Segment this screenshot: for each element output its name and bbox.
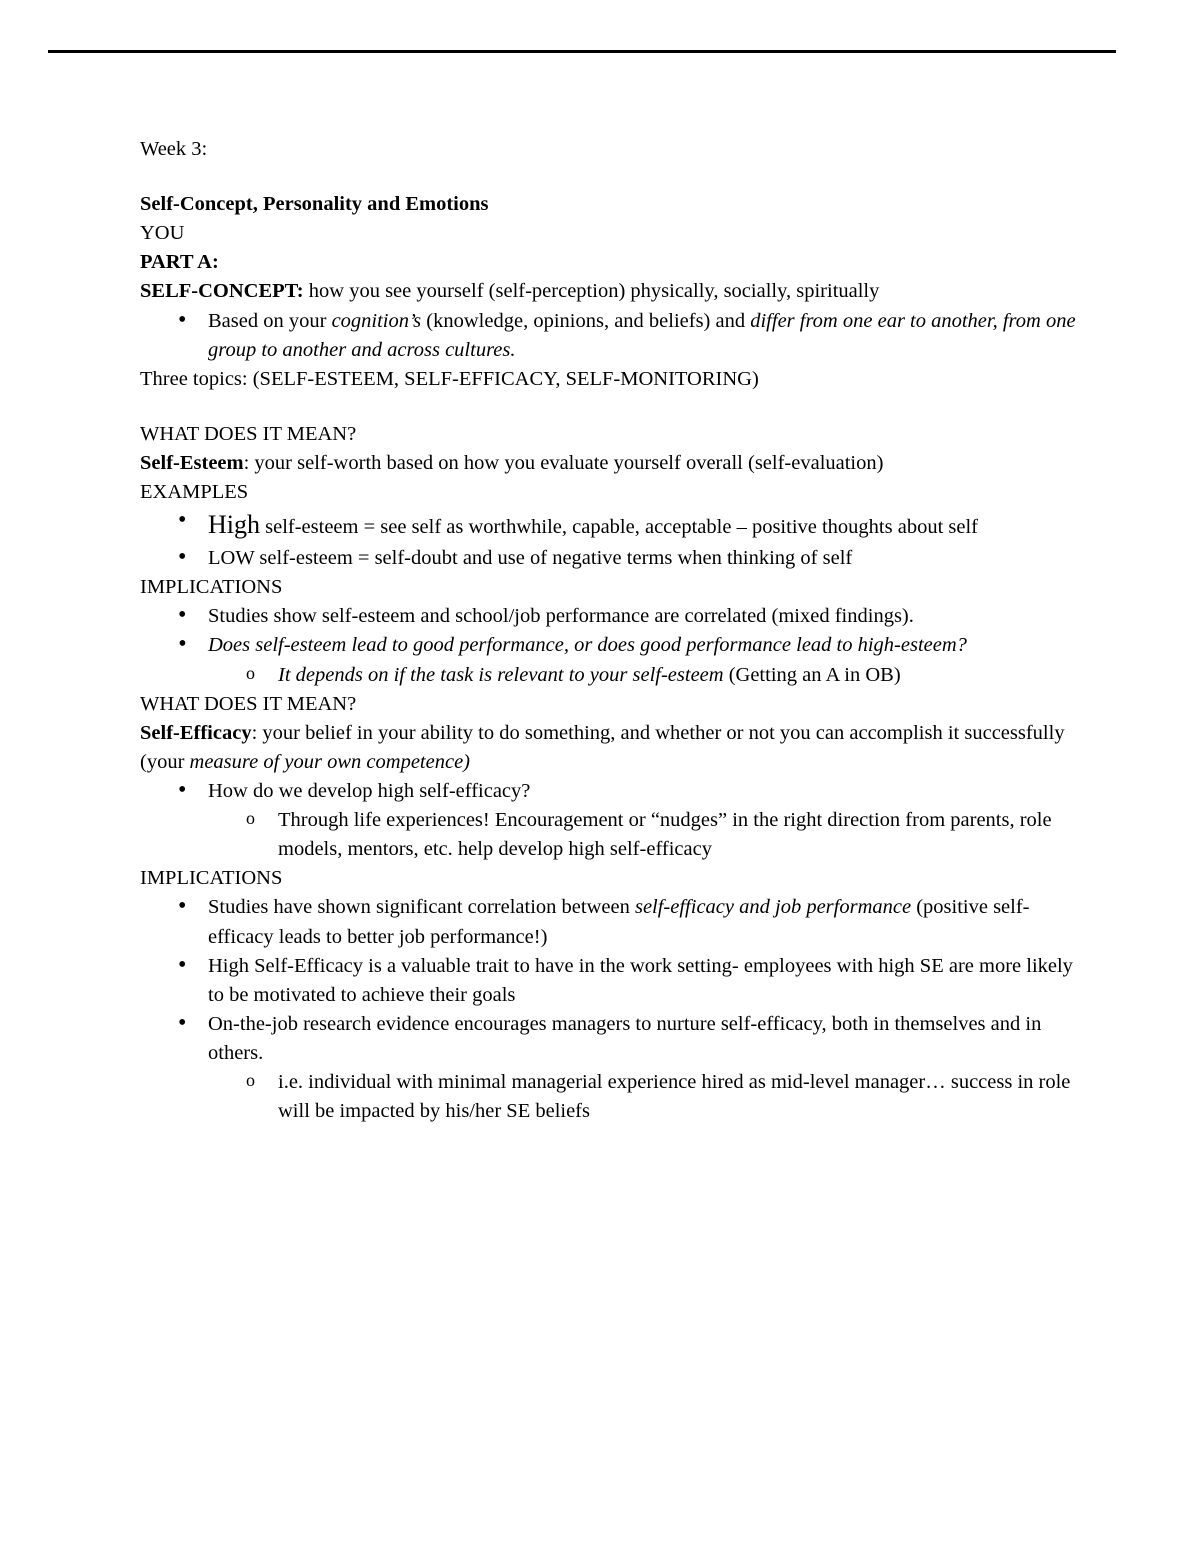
self-efficacy-italic: measure of your own competence) xyxy=(189,750,470,773)
list-item xyxy=(140,1010,1090,1068)
self-efficacy-line xyxy=(140,719,1090,777)
self-efficacy-label: Self-Efficacy xyxy=(140,721,252,744)
implications-subbullets-1 xyxy=(140,661,1090,690)
efficacy-bullets xyxy=(140,777,1090,806)
impl2-post-0: (positive self-efficacy leads to better job performance!) xyxy=(208,896,1030,948)
bullet-text-b: (knowledge, opinions, and beliefs) and xyxy=(421,309,751,332)
bullet-text-a: Based on your xyxy=(208,309,332,332)
impl2-pre-1: High Self-Efficacy is a valuable trait to have in the work setting- employees with high SE are more likely to be motivated to achieve their goals xyxy=(208,954,1073,1006)
efficacy-subbullets xyxy=(140,806,1090,864)
list-item: o Through life experiences! Encouragement or “nudges” in the right direction from parents, role models, mentors, etc. help develop high self-efficacy xyxy=(208,806,1090,864)
impl2-pre-0: Studies have shown significant correlation between xyxy=(208,896,635,919)
implications-heading-2: IMPLICATIONS xyxy=(140,867,283,890)
self-efficacy-text: : your belief in your ability to do something, and whether or not you can accomplish it successfully (your xyxy=(140,721,1065,773)
example-rest-low: LOW self-esteem = self-doubt and use of negative terms when thinking of self xyxy=(208,547,853,570)
three-topics-line: Three topics: (SELF-ESTEEM, SELF-EFFICACY, SELF-MONITORING) xyxy=(140,367,759,390)
implications-bullets-1 xyxy=(140,602,1090,660)
list-item xyxy=(208,661,1090,690)
header-divider xyxy=(48,50,1116,53)
self-concept-line xyxy=(140,277,1090,306)
bullet-text-cognitions: cognition’s xyxy=(331,309,422,332)
self-concept-text: how you see yourself (self-perception) physically, socially, spiritually xyxy=(303,280,880,303)
list-item xyxy=(140,544,1090,573)
week-label: Week 3: xyxy=(140,138,208,160)
self-esteem-label: Self-Esteem xyxy=(140,451,244,474)
list-item: • Does self-esteem lead to good performance, or does good performance lead to high-esteem? xyxy=(140,631,1090,660)
sub-rest-text: (Getting an A in OB) xyxy=(723,663,901,686)
list-item xyxy=(140,507,1090,544)
document-subtitle: YOU xyxy=(140,222,185,245)
impl2-pre-2: On-the-job research evidence encourages managers to nurture self-efficacy, both in themselves and in others. xyxy=(208,1012,1042,1064)
example-lead-high: High xyxy=(208,510,260,540)
part-label: PART A: xyxy=(140,251,219,274)
bullet-text-italic: differ from one ear to another, from one group to another and across cultures. xyxy=(208,309,1076,361)
list-item: • Studies show self-esteem and school/job performance are correlated (mixed findings). xyxy=(140,602,1090,631)
example-rest-high: self-esteem = see self as worthwhile, capable, acceptable – positive thoughts about self xyxy=(260,516,979,539)
implications-bullets-2 xyxy=(140,893,1090,1068)
self-concept-bullets xyxy=(140,307,1090,365)
list-item: • How do we develop high self-efficacy? xyxy=(140,777,1090,806)
document-title: Self-Concept, Personality and Emotions xyxy=(140,193,489,216)
spacer xyxy=(140,164,1090,190)
list-item: o i.e. individual with minimal managerial experience hired as mid-level manager… success in role will be impacted by his/her SE beliefs xyxy=(208,1068,1090,1126)
what-does-it-mean-1: WHAT DOES IT MEAN? xyxy=(140,422,357,445)
sub-italic-text: It depends on if the task is relevant to your self-esteem xyxy=(278,663,724,686)
impl2-italic-0: self-efficacy and job performance xyxy=(634,896,912,919)
spacer xyxy=(140,394,1090,420)
implications-subbullets-2 xyxy=(140,1068,1090,1126)
document-body xyxy=(140,135,1090,1126)
examples-heading: EXAMPLES xyxy=(140,481,249,504)
list-item xyxy=(140,952,1090,1010)
list-item xyxy=(140,893,1090,951)
examples-bullets xyxy=(140,507,1090,573)
what-does-it-mean-2: WHAT DOES IT MEAN? xyxy=(140,692,357,715)
list-item xyxy=(140,307,1090,365)
self-esteem-text: : your self-worth based on how you evaluate yourself overall (self-evaluation) xyxy=(243,451,884,474)
self-esteem-line xyxy=(140,449,1090,478)
self-concept-label: SELF-CONCEPT: xyxy=(140,280,304,303)
implications-heading-1: IMPLICATIONS xyxy=(140,576,283,599)
